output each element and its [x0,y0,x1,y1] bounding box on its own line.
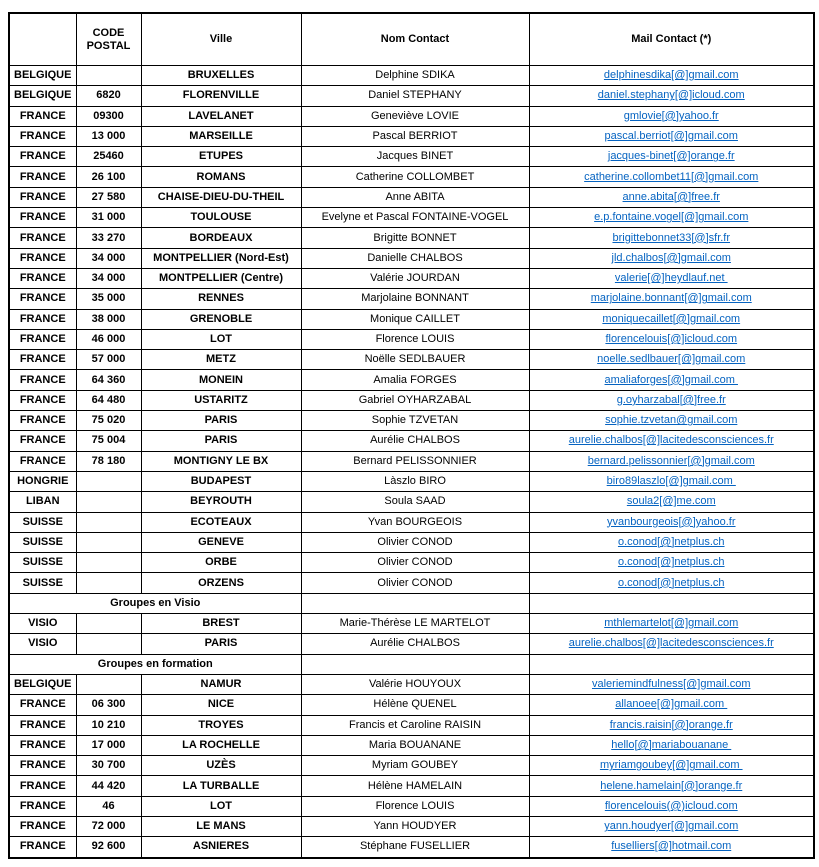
contact-cell: Yvan BOURGEOIS [301,512,529,532]
mail-cell [529,573,814,593]
mail-link[interactable]: gmlovie[@]yahoo.fr [623,109,719,122]
mail-cell [529,167,814,187]
table-row [9,248,814,268]
mail-link[interactable]: o.conod[@]netplus.ch [617,576,725,589]
mail-cell [529,350,814,370]
code-postal-cell: 46 000 [76,329,141,349]
contact-cell: Aurélie CHALBOS [301,431,529,451]
table-body [9,66,814,858]
contact-cell: Marjolaine BONNANT [301,289,529,309]
table-row [9,268,814,288]
mail-link[interactable]: soula2[@]me.com [626,495,716,508]
code-postal-cell: 13 000 [76,126,141,146]
ville-cell: ECOTEAUX [141,512,301,532]
country-cell: FRANCE [9,411,76,431]
ville-cell: NAMUR [141,674,301,694]
mail-cell [529,837,814,858]
country-cell: FRANCE [9,208,76,228]
empty-contact-cell [301,593,529,613]
empty-mail-cell [529,654,814,674]
mail-cell [529,634,814,654]
code-postal-cell: 26 100 [76,167,141,187]
country-cell: BELGIQUE [9,674,76,694]
mail-link[interactable]: amaliaforges[@]gmail.com [604,373,738,386]
mail-link[interactable]: brigittebonnet33[@]sfr.fr [612,231,731,244]
mail-cell [529,411,814,431]
country-cell: SUISSE [9,573,76,593]
mail-cell [529,796,814,816]
mail-link[interactable]: bernard.pelissonnier[@]gmail.com [587,454,755,467]
mail-link[interactable]: noelle.sedlbauer[@]gmail.com [597,353,746,366]
contact-cell: Florence LOUIS [301,329,529,349]
mail-cell [529,187,814,207]
ville-cell: TOULOUSE [141,208,301,228]
table-row [9,451,814,471]
empty-mail-cell [529,593,814,613]
mail-cell [529,289,814,309]
contact-cell: Noëlle SEDLBAUER [301,350,529,370]
table-row [9,471,814,491]
country-cell: FRANCE [9,390,76,410]
ville-cell: FLORENVILLE [141,86,301,106]
mail-cell [529,370,814,390]
code-postal-cell: 10 210 [76,715,141,735]
table-row [9,614,814,634]
section-row [9,654,814,674]
code-postal-cell: 64 360 [76,370,141,390]
code-postal-cell [76,553,141,573]
table-row [9,573,814,593]
mail-link[interactable]: hello[@]mariabouanane [611,738,732,751]
contact-cell: Delphine SDIKA [301,66,529,86]
contact-cell: Soula SAAD [301,492,529,512]
code-postal-cell: 34 000 [76,248,141,268]
country-cell: FRANCE [9,431,76,451]
country-cell: VISIO [9,614,76,634]
mail-link[interactable]: pascal.berriot[@]gmail.com [604,130,738,143]
country-cell: FRANCE [9,370,76,390]
ville-cell: BEYROUTH [141,492,301,512]
mail-cell [529,268,814,288]
country-cell: FRANCE [9,126,76,146]
code-postal-cell: 44 420 [76,776,141,796]
contact-cell: Monique CAILLET [301,309,529,329]
header-ville: Ville [141,13,301,66]
mail-link[interactable]: marjolaine.bonnant[@]gmail.com [590,292,752,305]
table-row [9,208,814,228]
mail-link[interactable]: catherine.collombet11[@]gmail.com [584,170,759,183]
ville-cell: LA ROCHELLE [141,735,301,755]
contact-cell: Sophie TZVETAN [301,411,529,431]
table-row [9,431,814,451]
country-cell: FRANCE [9,796,76,816]
table-row [9,187,814,207]
table-row [9,674,814,694]
ville-cell: UZÈS [141,756,301,776]
ville-cell: MONEIN [141,370,301,390]
mail-cell [529,816,814,836]
table-row [9,66,814,86]
ville-cell: CHAISE-DIEU-DU-THEIL [141,187,301,207]
code-postal-cell [76,634,141,654]
table-row [9,776,814,796]
country-cell: VISIO [9,634,76,654]
contact-cell: Myriam GOUBEY [301,756,529,776]
mail-link[interactable]: anne.abita[@]free.fr [622,190,720,203]
contact-cell: Daniel STEPHANY [301,86,529,106]
contact-cell: Brigitte BONNET [301,228,529,248]
contact-cell: Florence LOUIS [301,796,529,816]
country-cell: FRANCE [9,735,76,755]
mail-link[interactable]: allanoee[@]gmail.com [615,698,728,711]
mail-cell [529,614,814,634]
code-postal-cell [76,614,141,634]
country-cell: FRANCE [9,816,76,836]
code-postal-cell: 6820 [76,86,141,106]
mail-link[interactable]: valeriemindfulness[@]gmail.com [591,678,751,691]
country-cell: FRANCE [9,187,76,207]
mail-cell [529,329,814,349]
table-row [9,756,814,776]
mail-link[interactable]: biro89laszlo[@]gmail.com [606,475,736,488]
country-cell: SUISSE [9,532,76,552]
ville-cell: LOT [141,329,301,349]
country-cell: LIBAN [9,492,76,512]
table-row [9,309,814,329]
code-postal-cell: 35 000 [76,289,141,309]
code-postal-cell: 75 020 [76,411,141,431]
mail-cell [529,147,814,167]
code-postal-cell: 17 000 [76,735,141,755]
mail-link[interactable]: e.p.fontaine.vogel[@]gmail.com [594,211,749,224]
table-row [9,390,814,410]
country-cell: HONGRIE [9,471,76,491]
ville-cell: BUDAPEST [141,471,301,491]
contact-cell: Aurélie CHALBOS [301,634,529,654]
contact-cell: Catherine COLLOMBET [301,167,529,187]
table-row [9,289,814,309]
empty-contact-cell [301,654,529,674]
mail-cell [529,208,814,228]
country-cell: FRANCE [9,329,76,349]
ville-cell: BORDEAUX [141,228,301,248]
mail-link[interactable]: myriamgoubey[@]gmail.com [599,759,743,772]
mail-cell [529,512,814,532]
ville-cell: NICE [141,695,301,715]
mail-link[interactable]: aurelie.chalbos[@]lacitedesconsciences.fr [568,637,774,650]
table-row [9,492,814,512]
code-postal-cell [76,573,141,593]
table-row [9,532,814,552]
ville-cell: BREST [141,614,301,634]
ville-cell: METZ [141,350,301,370]
code-postal-cell: 30 700 [76,756,141,776]
table-row [9,796,814,816]
mail-link[interactable]: daniel.stephany[@]icloud.com [597,89,745,102]
mail-link[interactable]: yann.houdyer[@]gmail.com [604,820,739,833]
mail-cell [529,309,814,329]
country-cell: FRANCE [9,695,76,715]
mail-cell [529,492,814,512]
mail-cell [529,715,814,735]
contact-cell: Yann HOUDYER [301,816,529,836]
table-row [9,634,814,654]
table-row [9,167,814,187]
table-header [9,13,814,66]
mail-cell [529,86,814,106]
country-cell: FRANCE [9,268,76,288]
mail-cell [529,66,814,86]
code-postal-cell: 46 [76,796,141,816]
mail-link[interactable]: sophie.tzvetan@gmail.com [605,414,738,427]
ville-cell: GRENOBLE [141,309,301,329]
table-row [9,350,814,370]
mail-cell [529,431,814,451]
mail-link[interactable]: francis.raisin[@]orange.fr [609,718,733,731]
country-cell: SUISSE [9,553,76,573]
mail-cell [529,674,814,694]
ville-cell: MONTPELLIER (Centre) [141,268,301,288]
ville-cell: MONTIGNY LE BX [141,451,301,471]
header-row [9,13,814,66]
code-postal-cell: 78 180 [76,451,141,471]
contact-cell: Bernard PELISSONNIER [301,451,529,471]
mail-link[interactable]: helene.hamelain[@]orange.fr [600,779,743,792]
code-postal-cell: 06 300 [76,695,141,715]
contact-cell: Anne ABITA [301,187,529,207]
mail-cell [529,776,814,796]
code-postal-cell: 31 000 [76,208,141,228]
country-cell: FRANCE [9,451,76,471]
contact-cell: Maria BOUANANE [301,735,529,755]
ville-cell: RENNES [141,289,301,309]
code-postal-cell: 72 000 [76,816,141,836]
mail-link[interactable]: fuselliers[@]hotmail.com [611,840,732,853]
country-cell: FRANCE [9,309,76,329]
mail-link[interactable]: mthlemartelot[@]gmail.com [604,617,739,630]
mail-cell [529,451,814,471]
country-cell: FRANCE [9,715,76,735]
ville-cell: MARSEILLE [141,126,301,146]
country-cell: FRANCE [9,350,76,370]
mail-cell [529,106,814,126]
country-cell: FRANCE [9,837,76,858]
code-postal-cell [76,471,141,491]
ville-cell: PARIS [141,634,301,654]
mail-cell [529,471,814,491]
ville-cell: GENEVE [141,532,301,552]
country-cell: FRANCE [9,147,76,167]
code-postal-cell [76,674,141,694]
code-postal-cell: 92 600 [76,837,141,858]
table-row [9,735,814,755]
table-row [9,126,814,146]
ville-cell: USTARITZ [141,390,301,410]
ville-cell: LA TURBALLE [141,776,301,796]
ville-cell: LOT [141,796,301,816]
mail-cell [529,248,814,268]
ville-cell: LAVELANET [141,106,301,126]
code-postal-cell [76,512,141,532]
header-code-postal: CODE POSTAL [76,13,141,66]
table-row [9,512,814,532]
contact-cell: Làszlo BIRO [301,471,529,491]
header-country [9,13,76,66]
ville-cell: TROYES [141,715,301,735]
ville-cell: ORBE [141,553,301,573]
code-postal-cell: 38 000 [76,309,141,329]
ville-cell: MONTPELLIER (Nord-Est) [141,248,301,268]
mail-link[interactable]: g.oyharzabal[@]free.fr [616,393,726,406]
table-row [9,411,814,431]
table-row [9,837,814,858]
contact-cell: Olivier CONOD [301,573,529,593]
mail-link[interactable]: moniquecaillet[@]gmail.com [602,312,741,325]
table-row [9,86,814,106]
ville-cell: ETUPES [141,147,301,167]
country-cell: FRANCE [9,167,76,187]
contact-cell: Stéphane FUSELLIER [301,837,529,858]
country-cell: FRANCE [9,756,76,776]
contact-cell: Olivier CONOD [301,553,529,573]
table-row [9,816,814,836]
contact-cell: Danielle CHALBOS [301,248,529,268]
mail-cell [529,735,814,755]
mail-link[interactable]: yvanbourgeois[@]yahoo.fr [606,515,736,528]
contact-cell: Olivier CONOD [301,532,529,552]
code-postal-cell: 33 270 [76,228,141,248]
header-nom-contact: Nom Contact [301,13,529,66]
ville-cell: ORZENS [141,573,301,593]
mail-cell [529,532,814,552]
code-postal-cell: 57 000 [76,350,141,370]
section-label: Groupes en formation [9,654,301,674]
table-row [9,370,814,390]
country-cell: BELGIQUE [9,66,76,86]
mail-cell [529,390,814,410]
code-postal-cell: 09300 [76,106,141,126]
mail-link[interactable]: aurelie.chalbos[@]lacitedesconsciences.fr [568,434,774,447]
country-cell: FRANCE [9,228,76,248]
table-row [9,553,814,573]
contact-cell: Valérie HOUYOUX [301,674,529,694]
mail-link[interactable]: florencelouis(@)icloud.com [604,799,738,812]
code-postal-cell: 34 000 [76,268,141,288]
contact-cell: Pascal BERRIOT [301,126,529,146]
mail-link[interactable]: o.conod[@]netplus.ch [617,556,725,569]
ville-cell: ROMANS [141,167,301,187]
table-row [9,695,814,715]
country-cell: FRANCE [9,248,76,268]
contact-cell: Gabriel OYHARZABAL [301,390,529,410]
country-cell: SUISSE [9,512,76,532]
code-postal-cell: 25460 [76,147,141,167]
contact-cell: Evelyne et Pascal FONTAINE-VOGEL [301,208,529,228]
ville-cell: ASNIERES [141,837,301,858]
header-mail-contact: Mail Contact (*) [529,13,814,66]
contact-cell: Hélène HAMELAIN [301,776,529,796]
code-postal-cell [76,492,141,512]
mail-cell [529,695,814,715]
section-row [9,593,814,613]
contact-cell: Jacques BINET [301,147,529,167]
mail-cell [529,228,814,248]
code-postal-cell: 27 580 [76,187,141,207]
country-cell: FRANCE [9,776,76,796]
section-label: Groupes en Visio [9,593,301,613]
contact-cell: Geneviève LOVIE [301,106,529,126]
mail-link[interactable]: jld.chalbos[@]gmail.com [611,251,731,264]
mail-cell [529,756,814,776]
contact-cell: Amalia FORGES [301,370,529,390]
mail-cell [529,553,814,573]
ville-cell: BRUXELLES [141,66,301,86]
ville-cell: LE MANS [141,816,301,836]
contact-cell: Valérie JOURDAN [301,268,529,288]
mail-link[interactable]: florencelouis[@]icloud.com [605,333,738,345]
code-postal-cell [76,532,141,552]
mail-link[interactable]: valerie[@]heydlauf.net [614,272,728,285]
code-postal-cell: 64 480 [76,390,141,410]
country-cell: FRANCE [9,289,76,309]
ville-cell: PARIS [141,431,301,451]
contact-cell: Marie-Thérèse LE MARTELOT [301,614,529,634]
mail-cell [529,126,814,146]
mail-link[interactable]: delphinesdika[@]gmail.com [603,69,739,82]
contact-cell: Francis et Caroline RAISIN [301,715,529,735]
table-row [9,147,814,167]
table-row [9,715,814,735]
table-row [9,329,814,349]
mail-link[interactable]: o.conod[@]netplus.ch [617,535,725,548]
code-postal-cell: 75 004 [76,431,141,451]
contact-cell: Hélène QUENEL [301,695,529,715]
code-postal-cell [76,66,141,86]
table-row [9,228,814,248]
ville-cell: PARIS [141,411,301,431]
country-cell: BELGIQUE [9,86,76,106]
mail-link[interactable]: jacques-binet[@]orange.fr [607,150,735,163]
contacts-table [8,12,815,859]
country-cell: FRANCE [9,106,76,126]
table-row [9,106,814,126]
